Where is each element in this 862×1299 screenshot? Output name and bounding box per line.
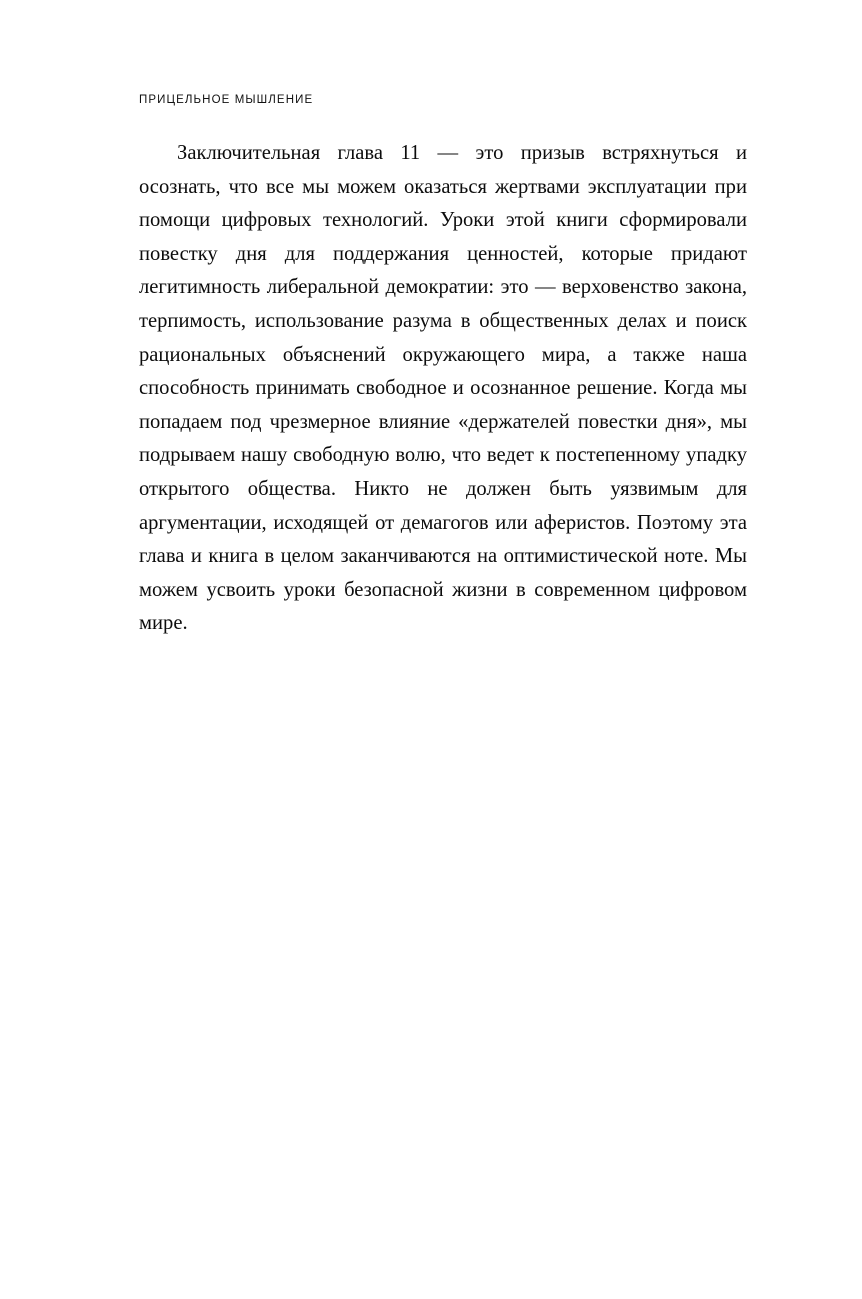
body-text-block <box>139 137 747 641</box>
running-head: ПРИЦЕЛЬНОЕ МЫШЛЕНИЕ <box>139 94 314 106</box>
paragraph: Заключительная глава 11 — это призыв встряхнуться и осознать, что все мы можем оказаться жертвами эксплуатации при помощи цифровых технологий. Уроки этой книги сформировали повестку дня для поддержания ценностей, которые придают легитимность либеральной демократии: это — верховенство закона, терпимость, использование разума в общественных делах и поиск рациональных объяснений окружающего мира, а также наша способность принимать свободное и осознанное решение. Когда мы попадаем под чрезмерное влияние «держателей повестки дня», мы подрываем нашу свободную волю, что ведет к постепенному упадку открытого общества. Никто не должен быть уязвимым для аргументации, исходящей от демагогов или аферистов. Поэтому эта глава и книга в целом заканчиваются на оптимистической ноте. Мы можем усвоить уроки безопасной жизни в современном цифровом мире. <box>139 142 747 635</box>
